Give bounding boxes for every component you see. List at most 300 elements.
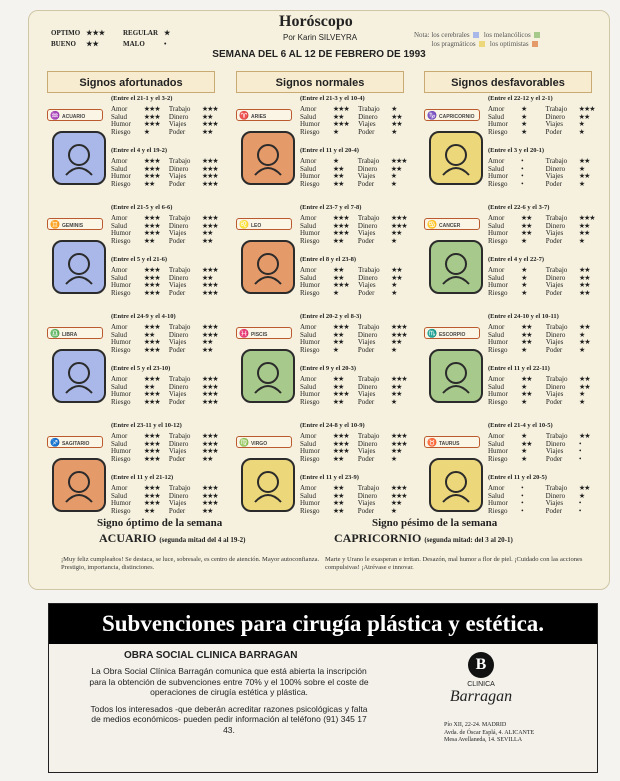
- rating-value: ★★: [391, 120, 402, 128]
- rating-label: Trabajo: [545, 323, 568, 331]
- date-range: (Entre el 11 y el 20-4): [300, 147, 359, 154]
- rating-label: Salud: [300, 382, 316, 391]
- acuario-illustration-icon: [52, 131, 106, 185]
- rating-value: ★★★: [143, 432, 160, 440]
- rating-value: •: [521, 491, 523, 500]
- rating-value: ★: [390, 236, 397, 245]
- rating-label: Salud: [488, 112, 504, 121]
- rating-label: Humor: [488, 447, 508, 455]
- rating-label: Viajes: [358, 120, 376, 128]
- date-range: (Entre el 11 y el 21-12): [111, 474, 174, 481]
- rating-value: ★★: [521, 375, 532, 383]
- rating-value: ★★★: [143, 105, 160, 113]
- rating-value: ★★: [579, 323, 590, 331]
- rating-value: ★: [521, 266, 527, 274]
- rating-value: ★★: [332, 454, 344, 463]
- ad-headline: Subvenciones para cirugía plástica y estética.: [49, 604, 597, 644]
- rating-table: [111, 106, 227, 136]
- clinic-logo-name: Barragan: [449, 688, 513, 705]
- rating-label: Amor: [111, 323, 128, 331]
- date-range: (Entre el 3 y el 20-1): [488, 147, 545, 154]
- rating-value: ★★: [332, 164, 344, 173]
- rating-label: Amor: [111, 266, 128, 274]
- rating-value: ★★★: [143, 273, 160, 282]
- rating-label: Salud: [300, 330, 316, 339]
- rating-value: •: [578, 499, 581, 507]
- rating-value: ★★: [391, 273, 402, 282]
- rating-label: Trabajo: [358, 266, 380, 274]
- rating-label: Riesgo: [488, 179, 508, 188]
- rating-label: Salud: [488, 439, 504, 448]
- rating-value: ★: [391, 281, 397, 289]
- date-range: (Entre el 5 y el 23-10): [111, 365, 171, 372]
- rating-value: ★: [390, 172, 397, 180]
- rating-label: Poder: [357, 506, 375, 515]
- rating-table: [300, 106, 416, 136]
- rating-value: ★★: [332, 382, 344, 391]
- rating-value: ★★: [579, 432, 590, 440]
- rating-label: Riesgo: [111, 454, 131, 463]
- rating-label: Humor: [111, 229, 131, 237]
- rating-label: Dinero: [168, 221, 189, 230]
- rating-label: Dinero: [545, 491, 566, 500]
- rating-label: Viajes: [357, 172, 376, 180]
- rating-label: Dinero: [545, 164, 566, 173]
- rating-label: Viajes: [357, 229, 376, 237]
- rating-value: ★★★: [143, 221, 160, 230]
- rating-value: ★: [332, 345, 339, 354]
- rating-value: ★★★: [201, 281, 218, 289]
- rating-label: Poder: [358, 127, 375, 136]
- rating-value: ★★★: [201, 266, 218, 274]
- rating-label: Poder: [357, 397, 375, 406]
- sign-name-badge: [47, 109, 103, 121]
- piscis-illustration-icon: [241, 349, 295, 403]
- rating-label: Riesgo: [488, 345, 508, 354]
- escorpio-glyph-icon: ♏: [427, 329, 437, 338]
- rating-table: [488, 433, 604, 463]
- rating-table: [300, 485, 416, 515]
- rating-value: ★★★: [143, 323, 160, 331]
- rating-label: Salud: [300, 221, 316, 230]
- rating-label: Riesgo: [111, 127, 131, 136]
- rating-label: Humor: [111, 447, 131, 455]
- rating-label: Dinero: [545, 439, 566, 448]
- date-range: (Entre el 9 y el 20-3): [300, 365, 357, 372]
- rating-label: Dinero: [545, 382, 566, 391]
- rating-value: ★★★: [201, 120, 218, 128]
- rating-label: Amor: [111, 432, 128, 440]
- rating-label: Poder: [357, 236, 375, 245]
- rating-label: Riesgo: [488, 397, 508, 406]
- rating-value: ★★★: [201, 288, 218, 297]
- best-sign-text: ¡Muy feliz cumpleaños! Se destaca, se luce, sobresale, es centro de atención. Mayor autoconfianza. Prestigio, importancia, distinciones.: [61, 556, 320, 571]
- rating-table: [488, 215, 604, 245]
- rating-label: Riesgo: [111, 236, 131, 245]
- rating-label: Poder: [168, 179, 186, 188]
- best-sign-name: ACUARIO (segunda mitad del 4 al 19-2): [99, 531, 246, 545]
- sign-name: LEO: [250, 223, 262, 229]
- rating-value: ★: [521, 120, 527, 128]
- rating-label: Dinero: [357, 221, 378, 230]
- rating-label: Trabajo: [357, 157, 380, 165]
- rating-label: Viajes: [168, 120, 187, 128]
- best-sign-heading: Signo óptimo de la semana: [97, 517, 223, 529]
- rating-label: Trabajo: [168, 105, 191, 113]
- rating-value: ★★★: [390, 214, 407, 222]
- rating-value: ★★: [578, 229, 590, 237]
- rating-value: ★★: [201, 127, 213, 136]
- rating-value: ★★★: [201, 323, 218, 331]
- sign-name: TAURUS: [438, 441, 460, 447]
- rating-value: ★★★: [332, 439, 349, 448]
- rating-label: Riesgo: [300, 236, 320, 245]
- date-range: (Entre el 23-11 y el 10-12): [111, 422, 182, 429]
- rating-value: ★★★: [390, 157, 407, 165]
- sign-leo: [236, 198, 416, 306]
- rating-value: ★★★: [143, 229, 160, 237]
- rating-label: Salud: [300, 164, 316, 173]
- column-fortunate: Signos afortunados: [47, 71, 215, 93]
- rating-label: Trabajo: [168, 214, 191, 222]
- rating-label: Viajes: [357, 447, 376, 455]
- rating-label: Humor: [300, 390, 320, 398]
- rating-label: Riesgo: [488, 236, 508, 245]
- rating-value: ★★: [332, 330, 344, 339]
- rating-label: Viajes: [545, 447, 564, 455]
- date-range: (Entre el 21-1 y el 3-2): [111, 95, 173, 102]
- rating-table: [111, 267, 227, 297]
- rating-label: Riesgo: [111, 179, 131, 188]
- rating-label: Riesgo: [300, 127, 320, 136]
- rating-label: Poder: [545, 236, 563, 245]
- rating-label: Humor: [300, 281, 320, 289]
- rating-label: Salud: [111, 439, 127, 448]
- rating-value: ★: [390, 179, 397, 188]
- rating-value: ★★★: [201, 499, 218, 507]
- rating-label: Salud: [111, 164, 127, 173]
- rating-value: •: [521, 157, 523, 165]
- rating-value: ★★★: [143, 439, 160, 448]
- rating-label: Salud: [111, 273, 127, 282]
- rating-value: ★★★: [390, 330, 407, 339]
- rating-table: [488, 106, 604, 136]
- rating-value: ★: [579, 345, 585, 354]
- rating-value: •: [521, 506, 523, 515]
- rating-value: ★★★: [390, 491, 407, 500]
- rating-value: ★★: [579, 375, 590, 383]
- rating-label: Amor: [111, 214, 128, 222]
- rating-label: Amor: [111, 105, 128, 113]
- rating-label: Trabajo: [357, 484, 380, 492]
- rating-table: [300, 215, 416, 245]
- rating-value: ★★★: [143, 454, 160, 463]
- rating-value: ★★: [332, 397, 344, 406]
- rating-value: ★★: [201, 236, 213, 245]
- sign-name-badge: [236, 436, 292, 448]
- rating-value: ★★: [520, 221, 532, 230]
- rating-value: ★: [332, 288, 339, 297]
- rating-value: ★★: [521, 323, 532, 331]
- sign-name: PISCIS: [250, 332, 268, 338]
- rating-value: ★★★: [201, 105, 218, 113]
- escorpio-illustration-icon: [429, 349, 483, 403]
- rating-label: Trabajo: [168, 266, 191, 274]
- rating-value: ★: [390, 345, 397, 354]
- rating-table: [111, 215, 227, 245]
- rating-label: Riesgo: [300, 454, 320, 463]
- rating-label: Dinero: [358, 112, 378, 121]
- rating-label: Dinero: [168, 330, 189, 339]
- rating-value: ★★: [390, 229, 402, 237]
- rating-label: Salud: [111, 491, 127, 500]
- rating-value: ★★: [143, 179, 155, 188]
- sign-name: CANCER: [438, 223, 461, 229]
- rating-label: Poder: [168, 397, 186, 406]
- date-range: (Entre el 11 y el 22-11): [488, 365, 550, 372]
- rating-label: Viajes: [168, 499, 187, 507]
- rating-label: Poder: [168, 506, 186, 515]
- date-range: (Entre el 4 y el 22-7): [488, 256, 545, 263]
- rating-value: ★★★: [143, 447, 160, 455]
- sign-escorpio: [424, 307, 604, 415]
- rating-table: [111, 433, 227, 463]
- rating-label: Humor: [300, 120, 320, 128]
- rating-label: Humor: [488, 499, 508, 507]
- clinic-addresses: Pío XII, 22-24. MADRID Avda. de Óscar Esplá, 4. ALICANTE Mesa Avellaneda, 14. SEVILLA: [444, 722, 535, 743]
- rating-table: [300, 376, 416, 406]
- rating-value: ★★★: [143, 172, 160, 180]
- acuario-glyph-icon: ♒: [50, 111, 60, 120]
- sign-name: ACUARIO: [61, 114, 86, 120]
- rating-value: ★★★: [390, 432, 407, 440]
- virgo-illustration-icon: [241, 458, 295, 512]
- rating-value: ★★: [332, 172, 344, 180]
- cancer-illustration-icon: [429, 240, 483, 294]
- rating-label: Poder: [545, 397, 563, 406]
- rating-value: ★: [390, 397, 397, 406]
- rating-label: Poder: [168, 288, 186, 297]
- rating-value: ★: [578, 179, 585, 188]
- rating-value: ★★: [332, 506, 344, 515]
- rating-label: Salud: [111, 112, 127, 121]
- rating-label: Poder: [545, 345, 563, 354]
- rating-value: ★★★: [201, 330, 218, 339]
- rating-value: ★★: [520, 214, 532, 222]
- rating-label: Humor: [300, 447, 320, 455]
- rating-value: ★★: [521, 439, 532, 448]
- date-range: (Entre el 24-8 y el 10-9): [300, 422, 365, 429]
- rating-label: Poder: [357, 179, 375, 188]
- date-range: (Entre el 21-5 y el 6-6): [111, 204, 173, 211]
- sign-name-badge: [47, 218, 103, 230]
- rating-label: Dinero: [357, 382, 378, 391]
- rating-label: Salud: [488, 273, 504, 282]
- melancholic-swatch: [534, 32, 540, 38]
- rating-value: ★★★: [143, 266, 160, 274]
- rating-value: ★★: [391, 112, 402, 121]
- date-range: (Entre el 22-6 y el 3-7): [488, 204, 550, 211]
- sign-name-badge: [47, 327, 103, 339]
- rating-value: ★★: [390, 390, 402, 398]
- rating-value: ★★★: [143, 112, 160, 121]
- rating-label: Dinero: [357, 330, 378, 339]
- rating-table: [300, 433, 416, 463]
- clinic-logo-top: CLINICA: [467, 681, 495, 688]
- rating-label: Viajes: [168, 172, 187, 180]
- rating-label: Dinero: [545, 112, 565, 121]
- rating-label: Dinero: [358, 273, 378, 282]
- rating-label: Salud: [488, 491, 504, 500]
- rating-label: Dinero: [545, 221, 566, 230]
- rating-value: ★★★: [143, 281, 160, 289]
- rating-value: ★★★: [143, 491, 160, 500]
- rating-label: Salud: [111, 221, 127, 230]
- rating-label: Riesgo: [488, 506, 508, 515]
- rating-value: ★: [579, 330, 585, 339]
- rating-label: Salud: [488, 330, 504, 339]
- ad-body: La Obra Social Clínica Barragán comunica que está abierta la inscripción para la obtención de subvenciones entre 70% y el 100% sobre el coste de operaciones de cirugía estética y plástica. Todos los interesados -que deberán acreditar razones psicológicas y falta de medios económicos- pueden pedir información al teléfono (91) 345 17 43.: [89, 666, 369, 735]
- date-range: (Entre el 20-2 y el 8-3): [300, 313, 362, 320]
- rating-label: Trabajo: [168, 157, 191, 165]
- rating-label: Dinero: [168, 439, 189, 448]
- optimist-swatch: [532, 41, 538, 47]
- rating-label: Trabajo: [168, 375, 191, 383]
- taurus-glyph-icon: ♉: [427, 438, 437, 447]
- rating-label: Viajes: [168, 338, 187, 346]
- rating-value: ★: [520, 236, 527, 245]
- worst-sign-text: Marte y Urano le exasperan e irritan. Desazón, mal humor a flor de piel. ¡Cuidado con las acciones compulsivas! ¡Atrévase e innovar.: [325, 556, 583, 571]
- aries-glyph-icon: ♈: [239, 111, 249, 120]
- rating-label: Riesgo: [488, 127, 508, 136]
- rating-table: [300, 158, 416, 188]
- rating-value: ★★: [578, 273, 590, 282]
- rating-label: Dinero: [168, 164, 189, 173]
- rating-value: •: [521, 499, 523, 507]
- rating-value: ★: [143, 127, 150, 136]
- rating-value: ★★★: [390, 221, 407, 230]
- rating-label: Poder: [168, 127, 186, 136]
- rating-label: Poder: [545, 288, 563, 297]
- rating-value: ★★: [332, 338, 344, 346]
- rating-label: Viajes: [168, 390, 187, 398]
- rating-value: ★★: [332, 499, 344, 507]
- rating-value: ★★: [332, 375, 344, 383]
- rating-value: ★★★: [143, 157, 160, 165]
- rating-value: ★: [521, 432, 527, 440]
- rating-table: [488, 324, 604, 354]
- rating-label: Humor: [300, 229, 320, 237]
- rating-label: Dinero: [168, 491, 189, 500]
- rating-value: ★★★: [201, 221, 218, 230]
- rating-value: ★★: [332, 236, 344, 245]
- rating-label: Amor: [488, 157, 505, 165]
- rating-value: ★★★: [390, 323, 407, 331]
- rating-label: Amor: [300, 157, 317, 165]
- sign-name-badge: [236, 109, 292, 121]
- rating-value: ★★: [332, 491, 344, 500]
- geminis-glyph-icon: ♊: [50, 220, 60, 229]
- rating-value: •: [578, 506, 581, 515]
- rating-value: ★: [390, 454, 397, 463]
- date-range: (Entre el 11 y el 20-5): [488, 474, 547, 481]
- rating-value: ★★★: [332, 105, 349, 113]
- rating-value: ★: [579, 390, 585, 398]
- rating-value: ★★★: [390, 484, 407, 492]
- rating-label: Humor: [300, 172, 320, 180]
- sign-name-badge: [236, 218, 292, 230]
- rating-label: Humor: [488, 390, 508, 398]
- sign-sagitario: [47, 416, 227, 524]
- rating-label: Amor: [300, 105, 317, 113]
- rating-label: Salud: [300, 273, 316, 282]
- sign-cancer: [424, 198, 604, 306]
- rating-value: ★★★: [201, 390, 218, 398]
- rating-value: ★★★: [201, 397, 218, 406]
- date-range: (Entre el 5 y el 21-6): [111, 256, 168, 263]
- rating-value: ★★: [332, 179, 344, 188]
- rating-value: ★★: [578, 484, 590, 492]
- sign-aries: [236, 89, 416, 197]
- rating-label: Viajes: [545, 390, 564, 398]
- rating-value: ★★★: [143, 288, 160, 297]
- rating-value: ★★: [578, 112, 590, 121]
- rating-label: Trabajo: [545, 375, 568, 383]
- rating-label: Humor: [300, 499, 320, 507]
- rating-table: [488, 158, 604, 188]
- rating-label: Amor: [300, 375, 317, 383]
- sign-name: ESCORPIO: [438, 332, 466, 338]
- rating-value: ★★: [201, 454, 213, 463]
- rating-value: ★★★: [332, 281, 349, 289]
- rating-label: Poder: [545, 454, 563, 463]
- rating-label: Viajes: [545, 172, 564, 180]
- rating-value: ★★★: [578, 105, 595, 113]
- sign-name-badge: [424, 327, 480, 339]
- rating-label: Trabajo: [357, 375, 380, 383]
- rating-value: ★★★: [201, 157, 218, 165]
- rating-value: ★★★: [201, 439, 218, 448]
- rating-value: ★★: [390, 164, 402, 173]
- rating-value: ★★: [332, 266, 344, 274]
- leo-glyph-icon: ♌: [239, 220, 249, 229]
- sign-name: SAGITARIO: [61, 441, 90, 447]
- sagitario-illustration-icon: [52, 458, 106, 512]
- date-range: (Entre el 21-4 y el 10-5): [488, 422, 553, 429]
- rating-value: ★★: [332, 484, 344, 492]
- date-range: (Entre el 11 y el 23-9): [300, 474, 359, 481]
- rating-value: ★: [391, 288, 397, 297]
- rating-label: Riesgo: [111, 397, 131, 406]
- date-range: (Entre el 4 y el 19-2): [111, 147, 168, 154]
- rating-value: ★★★: [143, 397, 160, 406]
- rating-value: ★★: [579, 338, 590, 346]
- rating-value: ★★: [578, 157, 590, 165]
- rating-label: Riesgo: [300, 506, 320, 515]
- week-heading: SEMANA DEL 6 AL 12 DE FEBRERO DE 1993: [212, 49, 426, 60]
- rating-label: Viajes: [357, 338, 376, 346]
- rating-label: Amor: [111, 484, 128, 492]
- rating-label: Trabajo: [545, 484, 568, 492]
- rating-value: ★: [578, 127, 584, 136]
- rating-value: ★★★: [332, 390, 349, 398]
- rating-label: Dinero: [545, 330, 566, 339]
- rating-value: ★★: [201, 506, 213, 515]
- rating-value: ★★★: [578, 214, 595, 222]
- rating-label: Dinero: [545, 273, 566, 282]
- capricornio-illustration-icon: [429, 131, 483, 185]
- rating-value: ★: [578, 491, 585, 500]
